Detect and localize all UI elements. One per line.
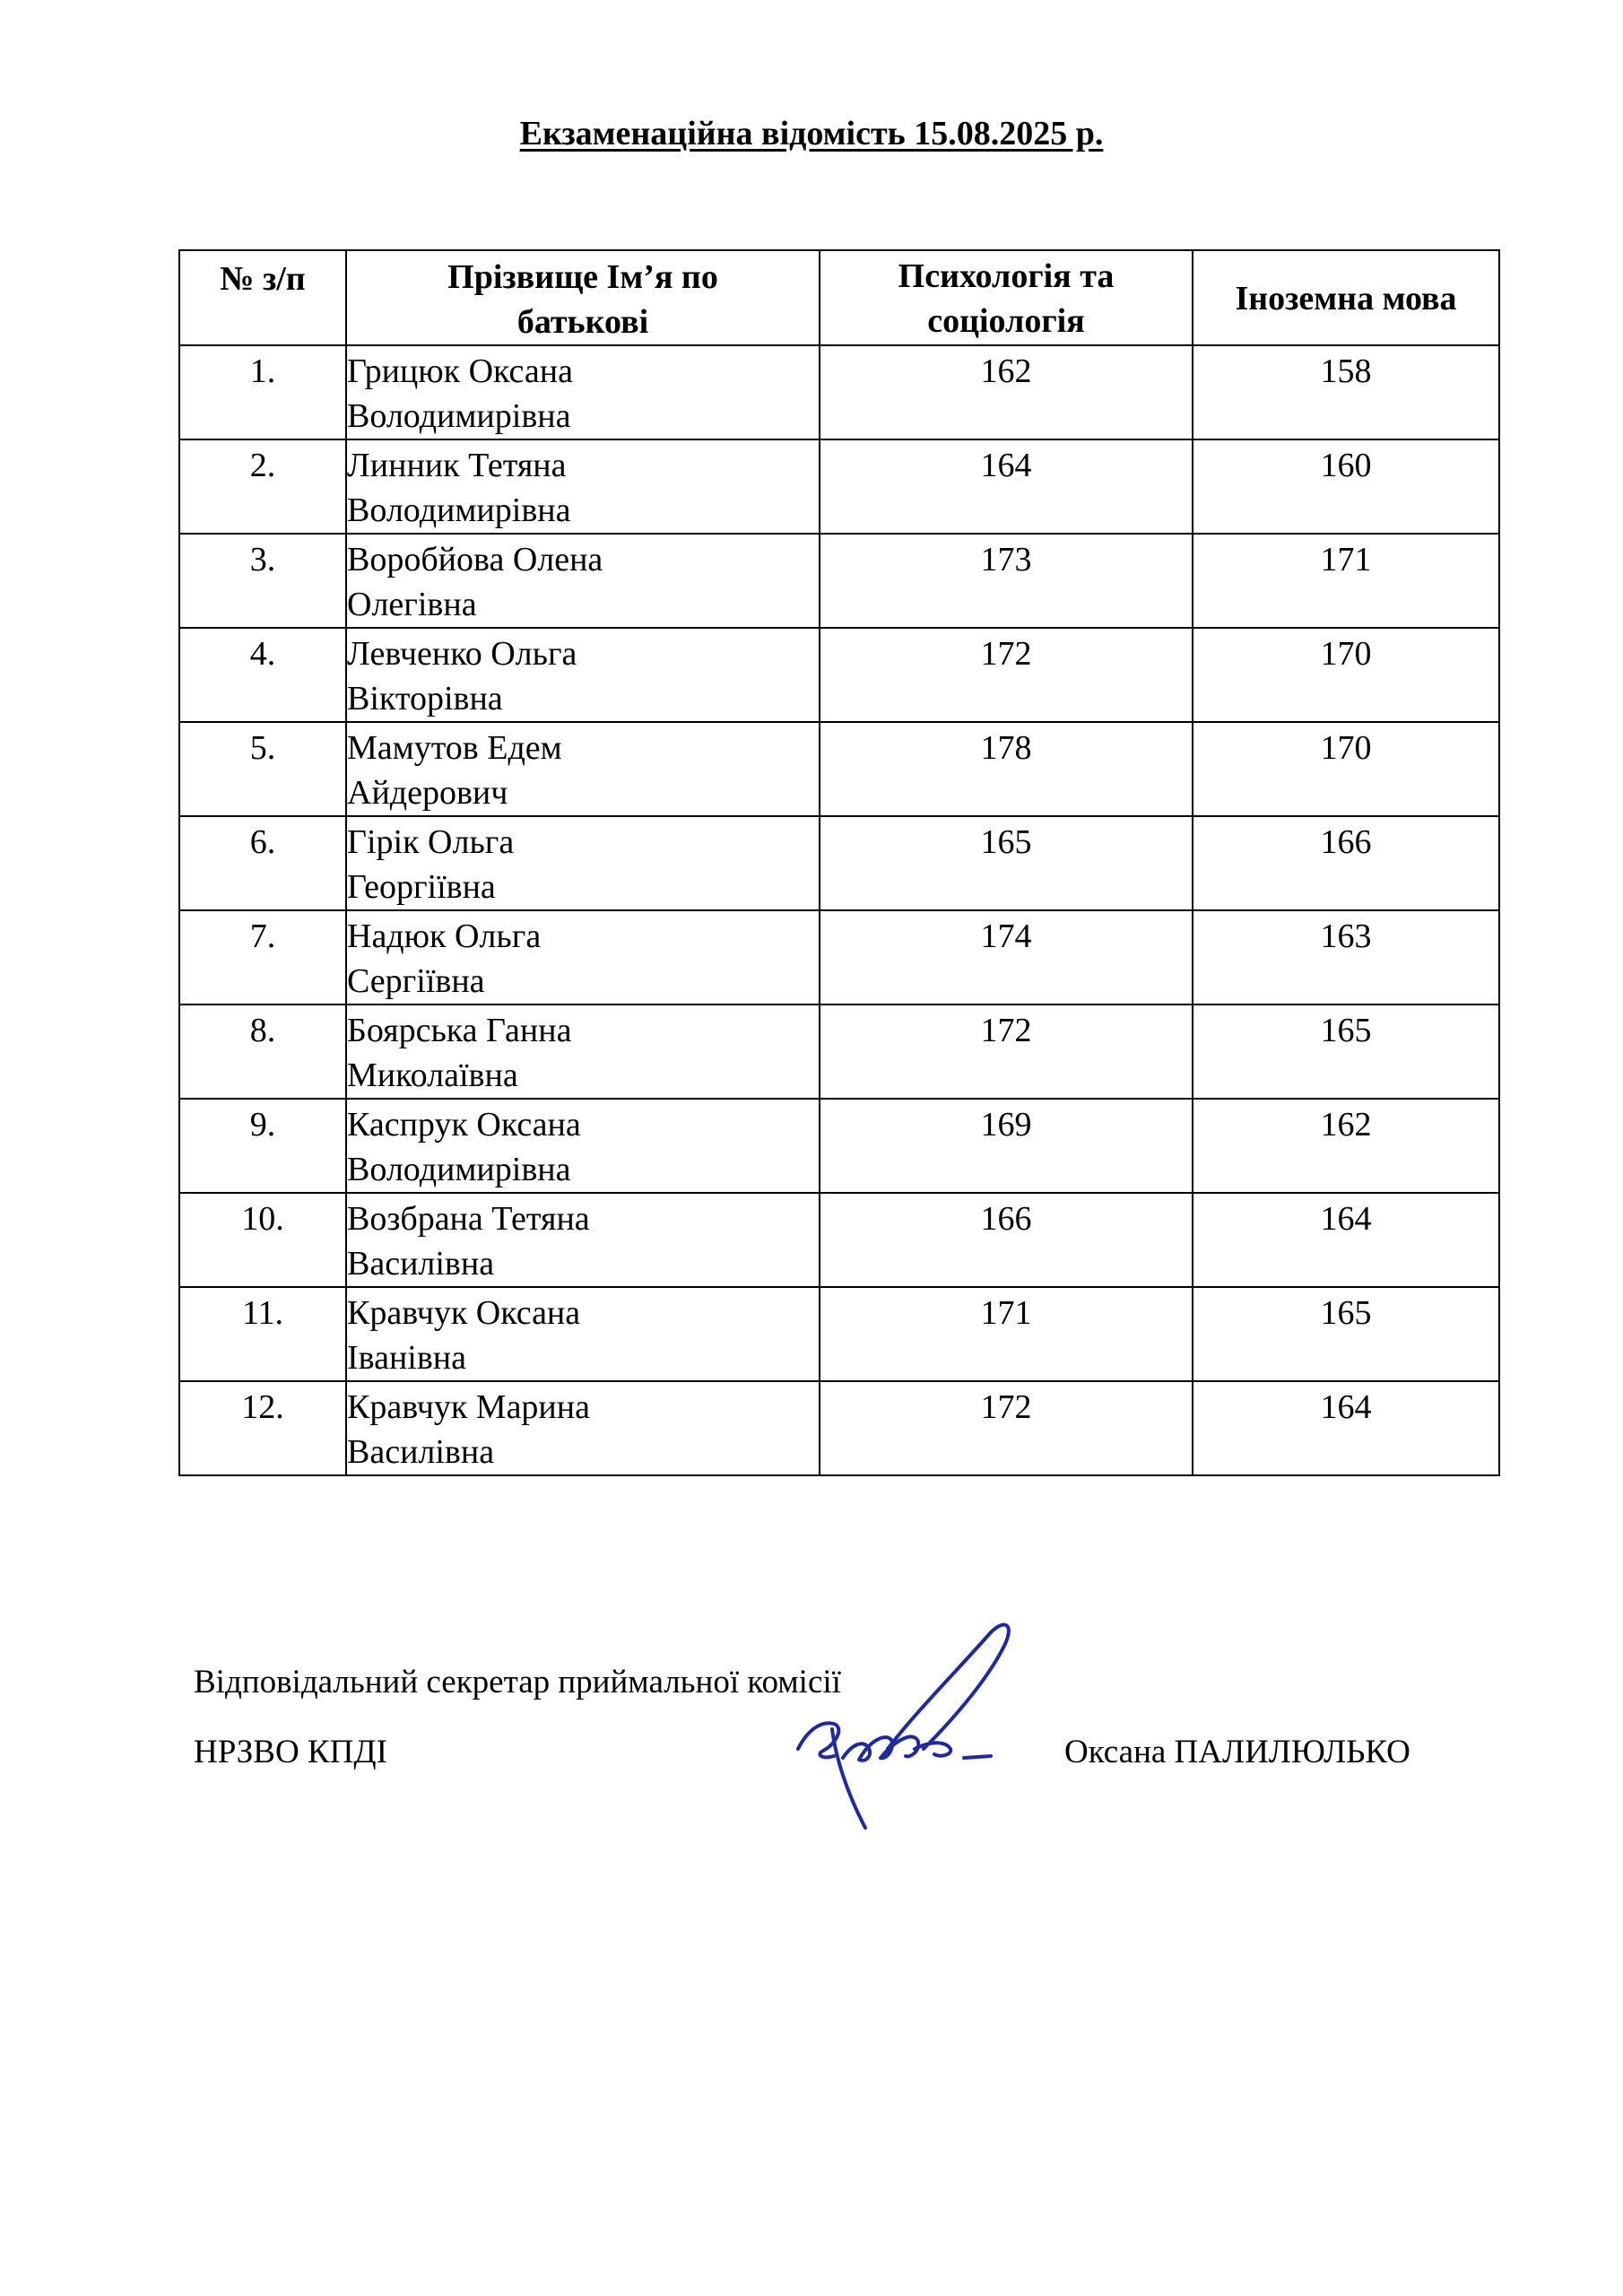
foreign-language-score: 162 — [1193, 1099, 1499, 1193]
student-name-line1: Мамутов Едем — [347, 729, 562, 767]
student-name-line2: Василівна — [347, 1245, 495, 1283]
row-number: 3. — [179, 534, 346, 628]
student-name-line2: Вікторівна — [347, 680, 503, 718]
student-name-line1: Кравчук Оксана — [347, 1294, 581, 1332]
student-name-line1: Грицюк Оксана — [347, 352, 573, 390]
student-name-line1: Боярська Ганна — [347, 1012, 572, 1049]
table-row — [179, 534, 1499, 628]
table-row — [179, 1099, 1499, 1193]
column-header-foreign-language: Іноземна мова — [1193, 250, 1499, 345]
student-name-line2: Айдерович — [347, 774, 508, 812]
student-name-line2: Сергіївна — [347, 962, 485, 1000]
table-row — [179, 1193, 1499, 1287]
student-full-name — [346, 722, 820, 816]
row-number: 9. — [179, 1099, 346, 1193]
row-number: 6. — [179, 816, 346, 910]
foreign-language-score: 160 — [1193, 439, 1499, 534]
student-name-line1: Надюк Ольга — [347, 918, 542, 955]
row-number: 8. — [179, 1004, 346, 1099]
table-row — [179, 722, 1499, 816]
table-row — [179, 1287, 1499, 1381]
row-number: 5. — [179, 722, 346, 816]
foreign-language-score: 164 — [1193, 1381, 1499, 1475]
psychology-score: 174 — [820, 910, 1193, 1004]
foreign-language-score: 165 — [1193, 1004, 1499, 1099]
column-header-full-name — [346, 250, 820, 345]
student-name-line2: Василівна — [347, 1433, 495, 1471]
signatory-role: Відповідальний секретар приймальної комісії — [194, 1664, 841, 1700]
psychology-score: 172 — [820, 628, 1193, 722]
student-name-line2: Миколаївна — [347, 1057, 518, 1094]
foreign-language-score: 165 — [1193, 1287, 1499, 1381]
student-name-line1: Кравчук Марина — [347, 1388, 590, 1426]
student-full-name — [346, 1099, 820, 1193]
student-name-line2: Олегівна — [347, 586, 477, 623]
foreign-language-score: 166 — [1193, 816, 1499, 910]
document-title: Екзаменаційна відомість 15.08.2025 р. — [519, 115, 1104, 152]
student-name-line2: Володимирівна — [347, 491, 571, 529]
psychology-score: 164 — [820, 439, 1193, 534]
column-header-full-name-line2: батькові — [516, 303, 649, 341]
handwritten-signature — [780, 1614, 1067, 1830]
student-name-line2: Георгіївна — [347, 868, 496, 906]
foreign-language-score: 158 — [1193, 345, 1499, 439]
psychology-score: 173 — [820, 534, 1193, 628]
row-number: 4. — [179, 628, 346, 722]
student-full-name — [346, 534, 820, 628]
psychology-score: 169 — [820, 1099, 1193, 1193]
student-name-line2: Володимирівна — [347, 1151, 571, 1188]
row-number: 10. — [179, 1193, 346, 1287]
column-header-full-name-line1: Прізвище Ім’я по — [447, 258, 718, 296]
psychology-score: 172 — [820, 1004, 1193, 1099]
psychology-score: 162 — [820, 345, 1193, 439]
row-number: 1. — [179, 345, 346, 439]
row-number: 12. — [179, 1381, 346, 1475]
foreign-language-score: 171 — [1193, 534, 1499, 628]
student-full-name — [346, 1381, 820, 1475]
column-header-psychology-sociology — [820, 250, 1193, 345]
student-name-line1: Гірік Ольга — [347, 823, 515, 861]
student-full-name — [346, 816, 820, 910]
foreign-language-score: 170 — [1193, 628, 1499, 722]
table-row — [179, 816, 1499, 910]
student-name-line1: Каспрук Оксана — [347, 1106, 581, 1144]
student-name-line1: Линник Тетяна — [347, 447, 567, 484]
signatory-name: Оксана ПАЛИЛЮЛЬКО — [1064, 1734, 1410, 1770]
row-number: 7. — [179, 910, 346, 1004]
psychology-score: 165 — [820, 816, 1193, 910]
signatory-organization: НРЗВО КПДІ — [194, 1734, 387, 1770]
table-body — [179, 345, 1499, 1475]
student-name-line2: Володимирівна — [347, 397, 571, 435]
student-full-name — [346, 439, 820, 534]
student-name-line1: Воробйова Олена — [347, 541, 603, 578]
student-full-name — [346, 1287, 820, 1381]
table-row — [179, 628, 1499, 722]
column-header-psychology-line2: соціологія — [927, 302, 1085, 340]
table-row — [179, 910, 1499, 1004]
foreign-language-score: 164 — [1193, 1193, 1499, 1287]
table-row — [179, 345, 1499, 439]
student-full-name — [346, 345, 820, 439]
student-full-name — [346, 628, 820, 722]
table-row — [179, 439, 1499, 534]
foreign-language-score: 163 — [1193, 910, 1499, 1004]
student-full-name — [346, 1193, 820, 1287]
psychology-score: 172 — [820, 1381, 1193, 1475]
student-name-line1: Возбрана Тетяна — [347, 1200, 590, 1238]
table-header-row — [179, 250, 1499, 345]
foreign-language-score: 170 — [1193, 722, 1499, 816]
student-name-line1: Левченко Ольга — [347, 635, 577, 673]
psychology-score: 171 — [820, 1287, 1193, 1381]
row-number: 11. — [179, 1287, 346, 1381]
psychology-score: 178 — [820, 722, 1193, 816]
table-row — [179, 1004, 1499, 1099]
column-header-psychology-line1: Психологія та — [898, 257, 1115, 295]
student-full-name — [346, 910, 820, 1004]
row-number: 2. — [179, 439, 346, 534]
student-name-line2: Іванівна — [347, 1339, 466, 1377]
table-row — [179, 1381, 1499, 1475]
exam-results-table — [178, 249, 1500, 1476]
psychology-score: 166 — [820, 1193, 1193, 1287]
student-full-name — [346, 1004, 820, 1099]
column-header-number: № з/п — [179, 250, 346, 345]
